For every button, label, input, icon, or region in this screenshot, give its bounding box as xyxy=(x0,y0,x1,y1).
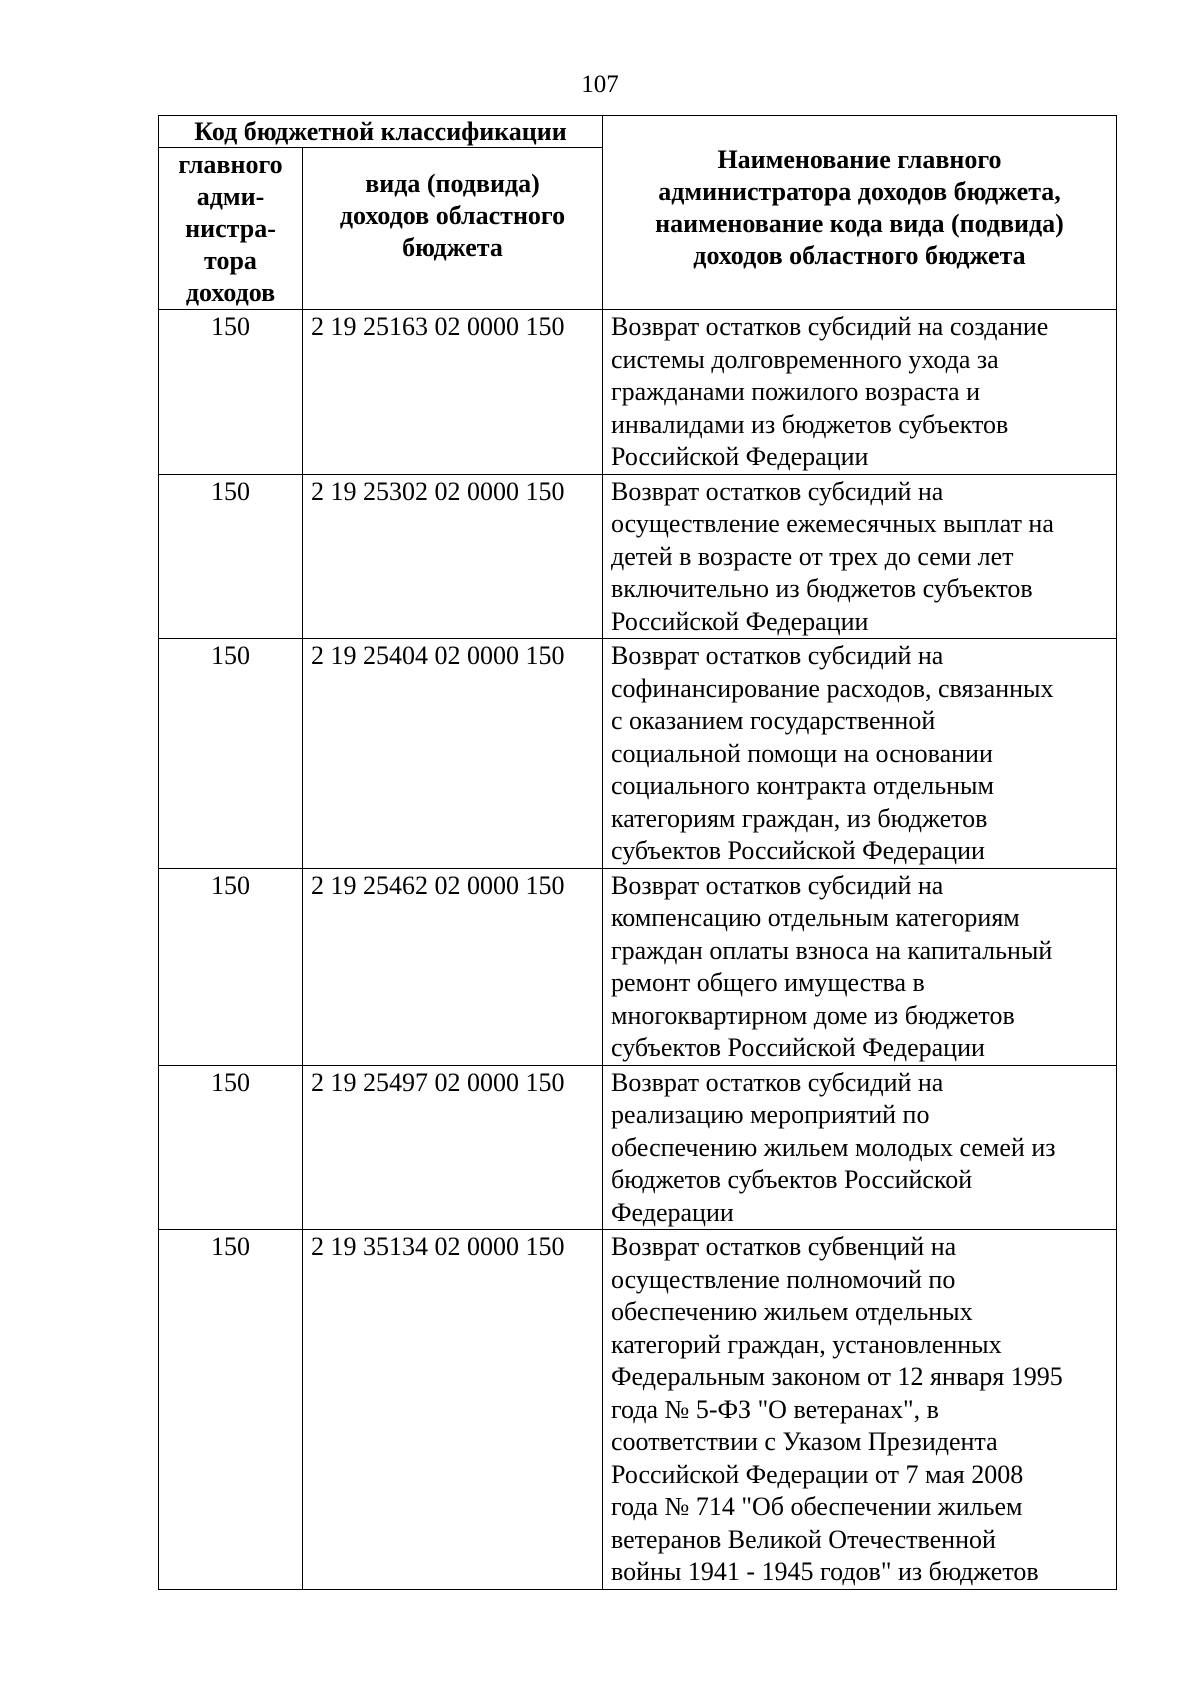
table-row xyxy=(159,868,1117,1065)
admin-code-cell: 150 xyxy=(159,310,303,475)
income-code-cell: 2 19 25302 02 0000 150 xyxy=(303,474,603,639)
description-line: с оказанием государственной xyxy=(611,706,936,735)
description-line: Возврат остатков субсидий на xyxy=(611,1067,944,1097)
description-line: компенсацию отдельным категориям xyxy=(611,903,1020,932)
header-vid-line: бюджета xyxy=(402,232,503,262)
admin-code-cell: 150 xyxy=(159,1065,303,1230)
header-row-group xyxy=(159,116,1117,148)
description-line: гражданами пожилого возраста и xyxy=(611,377,980,406)
description-line: Российской Федерации от 7 мая 2008 xyxy=(611,1459,1024,1489)
description-line: Федеральным законом от 12 января 1995 xyxy=(611,1362,1063,1391)
table-row xyxy=(159,639,1117,869)
description-line: Возврат остатков субвенций на xyxy=(611,1232,957,1261)
header-admin-line: тора xyxy=(204,246,257,275)
description-cell xyxy=(603,639,1117,869)
admin-code-cell: 150 xyxy=(159,639,303,869)
description-line: граждан оплаты взноса на капитальный xyxy=(611,935,1053,965)
description-cell xyxy=(603,474,1117,639)
description-line: инвалидами из бюджетов субъектов xyxy=(611,409,1009,439)
header-name-line: Наименование главного xyxy=(717,144,1002,174)
description-line: многоквартирном доме из бюджетов xyxy=(611,1000,1015,1030)
description-line: социального контракта отдельным xyxy=(611,771,994,800)
header-admin-line: главного xyxy=(178,150,283,179)
description-cell xyxy=(603,868,1117,1065)
description-line: Федерации xyxy=(611,1197,734,1227)
description-line: категориям граждан, из бюджетов xyxy=(611,803,988,833)
header-admin-line: доходов xyxy=(185,278,276,307)
description-cell xyxy=(603,1230,1117,1590)
description-line: Возврат остатков субсидий на xyxy=(611,870,944,900)
description-line: года № 5-ФЗ "О ветеранах", в xyxy=(611,1394,939,1424)
header-vid-column xyxy=(303,148,603,310)
description-line: Возврат остатков субсидий на xyxy=(611,476,944,506)
description-line: бюджетов субъектов Российской xyxy=(611,1165,973,1194)
description-line: социальной помощи на основании xyxy=(611,738,993,768)
description-line: Российской Федерации xyxy=(611,442,869,471)
description-line: соответствии с Указом Президента xyxy=(611,1427,998,1456)
description-line: детей в возрасте от трех до семи лет xyxy=(611,541,1014,571)
description-line: системы долговременного ухода за xyxy=(611,344,999,374)
header-vid-line: доходов областного xyxy=(339,200,566,230)
income-code-cell: 2 19 25163 02 0000 150 xyxy=(303,310,603,475)
header-admin-line: адми- xyxy=(196,182,265,211)
description-line: ремонт общего имущества в xyxy=(611,968,925,997)
description-cell xyxy=(603,310,1117,475)
description-line: категорий граждан, установленных xyxy=(611,1329,1002,1359)
description-line: субъектов Российской Федерации xyxy=(611,1033,985,1062)
income-code-cell: 2 19 25404 02 0000 150 xyxy=(303,639,603,869)
description-line: ветеранов Великой Отечественной xyxy=(611,1524,996,1554)
description-cell xyxy=(603,1065,1117,1230)
income-code-cell: 2 19 35134 02 0000 150 xyxy=(303,1230,603,1590)
page-number: 107 xyxy=(581,71,619,98)
header-name-line: администратора доходов бюджета, xyxy=(658,176,1061,206)
description-line: софинансирование расходов, связанных xyxy=(611,673,1054,703)
description-line: осуществление ежемесячных выплат на xyxy=(611,509,1054,538)
description-line: субъектов Российской Федерации xyxy=(611,836,985,865)
header-name-line: доходов областного бюджета xyxy=(693,240,1026,270)
budget-classification-table xyxy=(158,115,1117,1590)
table-row xyxy=(159,1230,1117,1590)
income-code-cell: 2 19 25497 02 0000 150 xyxy=(303,1065,603,1230)
income-code-cell: 2 19 25462 02 0000 150 xyxy=(303,868,603,1065)
admin-code-cell: 150 xyxy=(159,868,303,1065)
table-row xyxy=(159,474,1117,639)
table-row xyxy=(159,1065,1117,1230)
description-line: войны 1941 - 1945 годов" из бюджетов xyxy=(611,1557,1039,1586)
description-line: обеспечению жильем отдельных xyxy=(611,1297,973,1326)
header-vid-line: вида (подвида) xyxy=(365,168,540,198)
header-name-column xyxy=(603,116,1117,310)
admin-code-cell: 150 xyxy=(159,1230,303,1590)
header-name-line: наименование кода вида (подвида) xyxy=(655,208,1064,238)
description-line: осуществление полномочий по xyxy=(611,1264,956,1294)
description-line: включительно из бюджетов субъектов xyxy=(611,574,1033,603)
description-line: Возврат остатков субсидий на xyxy=(611,641,944,670)
description-line: обеспечению жильем молодых семей из xyxy=(611,1132,1056,1162)
description-line: года № 714 "Об обеспечении жильем xyxy=(611,1492,1023,1521)
description-line: Российской Федерации xyxy=(611,606,869,636)
table-row xyxy=(159,310,1117,475)
header-budget-classification-code: Код бюджетной классификации xyxy=(159,116,603,148)
description-line: реализацию мероприятий по xyxy=(611,1100,930,1129)
header-admin-column xyxy=(159,148,303,310)
header-admin-line: нистра- xyxy=(185,214,276,243)
table-body xyxy=(159,310,1117,1590)
description-line: Возврат остатков субсидий на создание xyxy=(611,312,1049,341)
admin-code-cell: 150 xyxy=(159,474,303,639)
